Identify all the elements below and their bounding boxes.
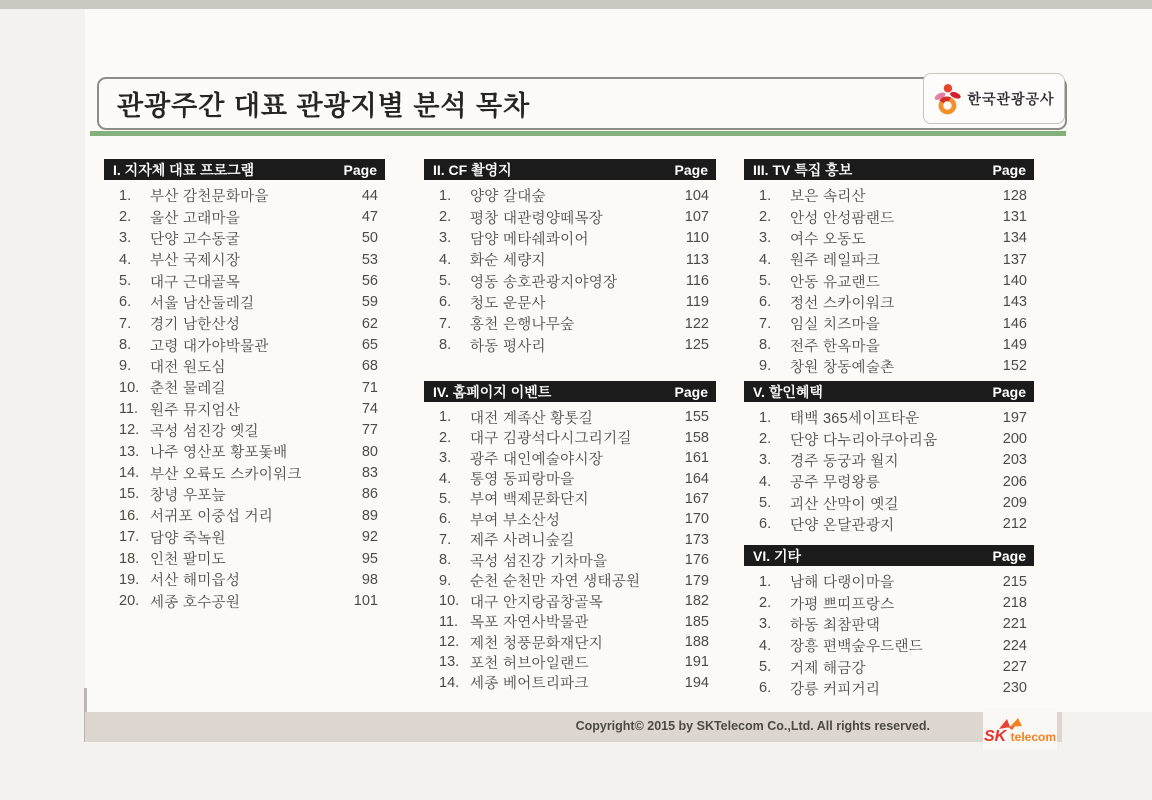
item-page: 47 [361,209,378,226]
item-number: 3. [119,230,132,247]
section-title: I. 지자체 대표 프로그램 [113,161,255,178]
section-title: II. CF 촬영지 [433,161,512,178]
list-item [424,571,716,591]
item-page: 137 [1002,251,1027,268]
item-number: 16. [119,507,140,524]
item-name: 원주 레일파크 [790,253,881,270]
item-number: 1. [119,187,132,204]
item-page: 134 [1002,230,1027,247]
list-item [744,356,1034,377]
item-page: 119 [685,294,709,311]
item-name: 세종 호수공원 [150,594,241,611]
item-name: 담양 메타쉐콰이어 [470,231,589,248]
item-number: 14. [439,674,460,691]
item-number: 2. [439,209,452,226]
item-name: 거제 해금강 [790,660,866,677]
list-item [744,571,1034,592]
item-name: 하동 평사리 [470,338,546,355]
list-item [104,527,385,548]
item-page: 62 [361,315,378,332]
item-page: 149 [1002,337,1027,354]
item-number: 8. [439,337,452,354]
item-number: 9. [439,572,452,589]
list-item [424,407,716,427]
section-local-programs [104,159,385,612]
sk-logo-sk-text: SK [983,728,1007,745]
list-item [424,334,716,355]
section-item-list [744,407,1034,535]
item-page: 167 [684,490,709,507]
item-page: 161 [684,450,709,467]
item-number: 7. [759,315,772,332]
item-number: 10. [119,379,140,396]
item-name: 홍천 은행나무숲 [470,317,575,334]
copyright-text: Copyright© 2015 by SKTelecom Co.,Ltd. All rights reserved. [575,719,930,733]
item-page: 68 [361,358,378,375]
list-item [424,249,716,270]
item-page: 83 [361,465,378,482]
item-name: 괴산 산막이 옛길 [790,496,899,513]
item-number: 4. [439,251,452,268]
item-name: 울산 고래마을 [150,210,241,227]
item-number: 18. [119,550,140,567]
section-header [744,381,1034,402]
list-item [104,505,385,526]
list-item [104,249,385,270]
list-item [744,656,1034,677]
item-number: 2. [759,209,772,226]
item-page: 89 [361,507,378,524]
item-page: 209 [1002,495,1027,512]
item-name: 강릉 커피거리 [790,681,881,698]
item-number: 6. [439,294,452,311]
list-item [104,292,385,313]
item-name: 곡성 섬진강 기차마을 [470,553,608,570]
item-page: 56 [361,273,378,290]
item-number: 5. [759,495,772,512]
item-name: 여수 오동도 [790,231,866,248]
item-number: 5. [759,273,772,290]
item-name: 포천 허브아일랜드 [470,655,589,672]
list-item [424,427,716,447]
item-name: 부여 부소산성 [470,512,561,529]
section-item-list [424,407,716,693]
section-item-list [744,185,1034,377]
item-number: 3. [439,230,452,247]
list-item [104,548,385,569]
item-page: 131 [1002,209,1027,226]
list-item [744,450,1034,471]
item-number: 4. [119,251,132,268]
item-number: 2. [439,429,452,446]
page-column-header: Page [674,383,708,400]
item-number: 6. [119,294,132,311]
item-name: 청도 운문사 [470,295,546,312]
section-item-list [424,185,716,356]
section-tv-promotion [744,159,1034,377]
list-item [104,484,385,505]
item-name: 세종 베어트리파크 [470,676,589,693]
page-column-header: Page [343,161,377,178]
list-item [424,509,716,529]
item-page: 101 [353,593,378,610]
item-page: 92 [361,529,378,546]
section-discounts [744,381,1034,535]
list-item [424,270,716,291]
list-item [104,228,385,249]
section-title: III. TV 특집 홍보 [753,161,853,178]
list-item [744,407,1034,428]
list-item [744,334,1034,355]
item-page: 176 [684,552,709,569]
item-number: 3. [759,616,772,633]
item-number: 20. [119,593,140,610]
item-name: 장흥 편백숲우드랜드 [790,639,924,656]
item-page: 140 [1002,273,1027,290]
title-divider [90,131,1066,136]
item-name: 공주 무령왕릉 [790,475,881,492]
item-page: 86 [361,486,378,503]
item-page: 188 [684,634,709,651]
item-page: 179 [684,572,709,589]
list-item [744,249,1034,270]
section-title: VI. 기타 [753,547,802,564]
item-number: 15. [119,486,140,503]
item-number: 2. [759,431,772,448]
item-page: 218 [1002,595,1027,612]
item-page: 173 [684,531,709,548]
section-header [744,159,1034,180]
item-name: 창원 창동예술촌 [790,359,895,376]
item-number: 6. [439,511,452,528]
item-page: 212 [1002,516,1027,533]
item-name: 고령 대가야박물관 [150,338,269,355]
list-item [424,530,716,550]
list-item [424,489,716,509]
item-name: 화순 세량지 [470,253,546,270]
item-page: 215 [1002,573,1027,590]
item-name: 서산 해미읍성 [150,573,241,590]
item-number: 17. [119,529,140,546]
item-number: 4. [759,637,772,654]
item-name: 단양 다누리아쿠아리움 [790,432,938,449]
list-item [744,492,1034,513]
list-item [104,441,385,462]
item-number: 9. [119,358,132,375]
item-page: 203 [1002,452,1027,469]
item-name: 부산 국제시장 [150,253,241,270]
item-number: 8. [759,337,772,354]
item-page: 224 [1002,637,1027,654]
sk-logo-telecom-text: telecom [1010,730,1057,744]
section-item-list [104,185,385,612]
item-number: 1. [759,573,772,590]
item-page: 194 [684,674,709,691]
page-column-header: Page [674,161,708,178]
item-number: 7. [439,531,452,548]
item-page: 143 [1002,294,1027,311]
item-number: 2. [759,595,772,612]
item-number: 1. [439,409,452,426]
item-number: 6. [759,680,772,697]
list-item [744,206,1034,227]
item-name: 통영 동피랑마을 [470,472,575,489]
item-page: 227 [1002,659,1027,676]
item-number: 6. [759,516,772,533]
item-page: 98 [361,571,378,588]
list-item [104,334,385,355]
title-bar [97,77,1067,130]
list-item [424,206,716,227]
kto-person-icon [933,83,961,115]
list-item [104,356,385,377]
section-header [424,381,716,402]
list-item [744,678,1034,699]
list-item [104,270,385,291]
item-name: 양양 갈대숲 [470,189,546,206]
item-number: 6. [759,294,772,311]
item-name: 춘천 물레길 [150,381,226,398]
item-name: 임실 치즈마을 [790,317,881,334]
item-page: 170 [684,511,709,528]
item-number: 3. [759,452,772,469]
item-number: 2. [119,209,132,226]
page-column-header: Page [992,547,1026,564]
item-name: 안동 유교랜드 [790,274,881,291]
item-name: 제주 사려니숲길 [470,533,575,550]
item-page: 221 [1002,616,1027,633]
item-number: 5. [439,273,452,290]
item-name: 정선 스카이워크 [790,295,895,312]
item-page: 44 [361,187,378,204]
sk-butterfly-icon [998,717,1024,731]
item-number: 19. [119,571,140,588]
item-name: 서울 남산둘레길 [150,295,255,312]
item-name: 대전 계족산 황톳길 [470,410,594,427]
item-name: 곡성 섬진강 옛길 [150,423,259,440]
list-item [424,313,716,334]
item-page: 185 [684,613,709,630]
item-name: 부여 백제문화단지 [470,492,589,509]
item-number: 11. [119,401,139,418]
list-item [424,448,716,468]
item-page: 200 [1002,431,1027,448]
item-page: 74 [361,401,378,418]
item-number: 5. [439,490,452,507]
sk-telecom-logo [983,708,1057,750]
item-name: 하동 최참판댁 [790,617,881,634]
item-number: 8. [439,552,452,569]
item-page: 125 [684,337,709,354]
item-page: 95 [361,550,378,567]
section-cf-locations [424,159,716,356]
item-page: 53 [361,251,378,268]
item-page: 146 [1002,315,1027,332]
scan-top-edge [0,0,1152,9]
list-item [424,550,716,570]
page-column-header: Page [992,161,1026,178]
item-page: 230 [1002,680,1027,697]
item-number: 7. [439,315,452,332]
item-number: 4. [759,251,772,268]
item-number: 5. [119,273,132,290]
item-name: 부산 오륙도 스카이워크 [150,466,302,483]
item-page: 77 [361,422,378,439]
item-number: 3. [759,230,772,247]
item-number: 4. [439,470,452,487]
item-name: 부산 감천문화마을 [150,189,269,206]
item-name: 태백 365세이프타운 [790,411,920,428]
item-page: 116 [685,273,709,290]
item-name: 평창 대관령양떼목장 [470,210,604,227]
item-page: 113 [685,251,709,268]
item-name: 전주 한옥마을 [790,338,881,355]
item-name: 남해 다랭이마을 [790,575,895,592]
item-page: 206 [1002,473,1027,490]
item-page: 104 [684,187,709,204]
item-page: 191 [684,654,709,671]
item-page: 80 [361,443,378,460]
item-page: 50 [361,230,378,247]
section-header [744,545,1034,566]
item-number: 11. [439,613,459,630]
item-name: 서귀포 이중섭 거리 [150,509,274,526]
item-number: 10. [439,593,460,610]
item-page: 164 [684,470,709,487]
list-item [744,514,1034,535]
list-item [104,420,385,441]
item-page: 71 [361,379,378,396]
item-name: 나주 영산포 황포돛배 [150,445,288,462]
item-number: 8. [119,337,132,354]
item-number: 5. [759,659,772,676]
item-name: 원주 뮤지엄산 [150,402,241,419]
list-item [104,591,385,612]
item-name: 창녕 우포늪 [150,487,226,504]
item-name: 대구 근대골목 [150,274,241,291]
item-name: 대전 원도심 [150,359,226,376]
item-number: 1. [439,187,452,204]
list-item [424,591,716,611]
item-name: 보은 속리산 [790,189,866,206]
item-name: 경주 동궁과 월지 [790,453,899,470]
item-name: 목포 자연사박물관 [470,615,589,632]
list-item [744,428,1034,449]
list-item [104,377,385,398]
list-item [424,185,716,206]
item-number: 13. [119,443,140,460]
list-item [744,592,1034,613]
list-item [744,635,1034,656]
item-page: 110 [685,230,709,247]
item-name: 순천 순천만 자연 생태공원 [470,574,641,591]
item-number: 14. [119,465,140,482]
list-item [424,632,716,652]
list-item [104,569,385,590]
item-number: 12. [119,422,140,439]
page-title: 관광주간 대표 관광지별 분석 목차 [117,91,531,121]
list-item [424,292,716,313]
list-item [744,185,1034,206]
item-page: 152 [1002,358,1027,375]
item-number: 4. [759,473,772,490]
item-page: 182 [684,593,709,610]
item-name: 제천 청풍문화재단지 [470,635,604,652]
item-number: 7. [119,315,132,332]
item-name: 대구 김광석다시그리기길 [470,431,632,448]
item-number: 1. [759,409,772,426]
section-others [744,545,1034,699]
item-name: 광주 대인예술야시장 [470,451,604,468]
list-item [744,471,1034,492]
list-item [744,292,1034,313]
item-number: 1. [759,187,772,204]
item-name: 인천 팔미도 [150,552,226,569]
list-item [104,313,385,334]
item-page: 122 [684,315,709,332]
list-item [744,313,1034,334]
kto-logo [923,73,1065,124]
item-page: 128 [1002,187,1027,204]
list-item [744,228,1034,249]
item-name: 경기 남한산성 [150,317,241,334]
item-name: 대구 안지랑곱창골목 [470,594,604,611]
list-item [424,468,716,488]
item-number: 9. [759,358,772,375]
list-item [104,398,385,419]
list-item [424,652,716,672]
item-page: 155 [684,409,709,426]
section-item-list [744,571,1034,699]
item-page: 158 [684,429,709,446]
item-name: 영동 송호관광지야영장 [470,274,618,291]
list-item [104,185,385,206]
item-name: 단양 고수동굴 [150,231,241,248]
list-item [744,270,1034,291]
list-item [744,614,1034,635]
item-name: 안성 안성팜랜드 [790,210,895,227]
page-column-header: Page [992,383,1026,400]
section-header [104,159,385,180]
list-item [104,462,385,483]
item-page: 65 [361,337,378,354]
item-number: 3. [439,450,452,467]
list-item [424,611,716,631]
item-name: 담양 죽녹원 [150,530,226,547]
item-name: 가평 쁘띠프랑스 [790,596,895,613]
item-name: 단양 온달관광지 [790,517,895,534]
item-page: 59 [361,294,378,311]
list-item [104,206,385,227]
section-title: V. 할인혜택 [753,383,823,400]
section-header [424,159,716,180]
item-number: 13. [439,654,460,671]
section-homepage-events [424,381,716,693]
item-page: 107 [684,209,709,226]
item-number: 12. [439,634,460,651]
kto-logo-text: 한국관광공사 [967,90,1055,107]
list-item [424,228,716,249]
item-page: 197 [1002,409,1027,426]
list-item [424,673,716,693]
section-title: IV. 홈페이지 이벤트 [433,383,552,400]
